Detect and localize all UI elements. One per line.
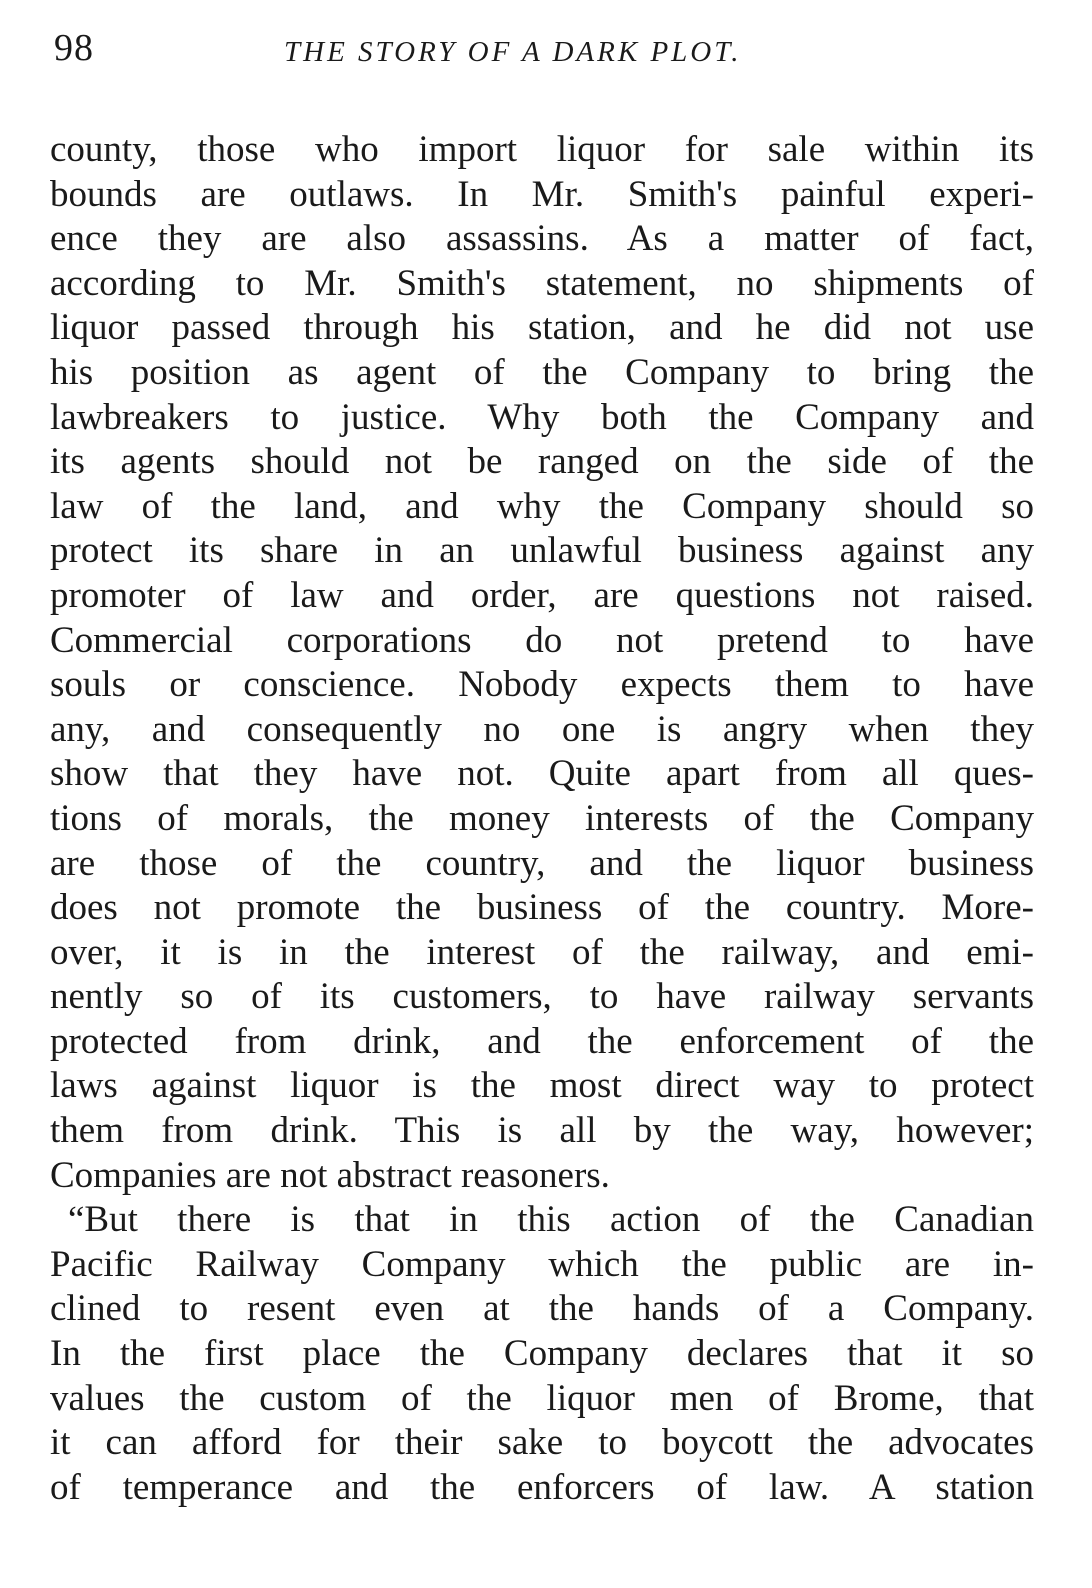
text-line: Commercial corporations do not pretend to have [50, 619, 1034, 661]
text-line: values the custom of the liquor men of Brome, that [50, 1377, 1034, 1419]
running-title: THE STORY OF A DARK PLOT. [284, 36, 742, 68]
text-line: them from drink. This is all by the way, however; [50, 1110, 1034, 1152]
text-line: Pacific Railway Company which the public are in- [50, 1243, 1034, 1285]
text-line: are those of the country, and the liquor business [50, 842, 1034, 884]
text-line: bounds are outlaws. In Mr. Smith's painful experi- [50, 173, 1034, 215]
text-line: according to Mr. Smith's statement, no shipments of [50, 262, 1034, 304]
text-line: its agents should not be ranged on the side of the [50, 441, 1034, 483]
text-line: clined to resent even at the hands of a Company. [50, 1288, 1034, 1330]
text-line: protected from drink, and the enforcement of the [50, 1020, 1034, 1062]
paragraph-start-line: “But there is that in this action of the Canadian [68, 1199, 1034, 1241]
text-line: county, those who import liquor for sale within its [50, 129, 1034, 170]
paragraph-end-line: Companies are not abstract reasoners. [50, 1154, 610, 1196]
text-line: promoter of law and order, are questions not raised. [50, 574, 1034, 616]
text-line: liquor passed through his station, and he did not use [50, 307, 1034, 349]
text-line: of temperance and the enforcers of law. A station [50, 1466, 1034, 1508]
text-line: tions of morals, the money interests of the Company [50, 797, 1034, 839]
text-line: over, it is in the interest of the railway, and emi- [50, 931, 1034, 973]
text-line: does not promote the business of the country. More- [50, 887, 1034, 929]
text-line: souls or conscience. Nobody expects them to have [50, 664, 1034, 706]
body-text [50, 128, 1034, 1510]
text-line: lawbreakers to justice. Why both the Company and [50, 396, 1034, 438]
text-line: nently so of its customers, to have railway servants [50, 976, 1034, 1018]
text-line: any, and consequently no one is angry when they [50, 708, 1034, 750]
text-line: protect its share in an unlawful business against any [50, 530, 1034, 572]
text-line: In the first place the Company declares that it so [50, 1333, 1034, 1375]
text-line: law of the land, and why the Company should so [50, 485, 1034, 527]
text-line: show that they have not. Quite apart from all ques- [50, 753, 1034, 795]
text-line: laws against liquor is the most direct way to protect [50, 1065, 1034, 1107]
text-line: his position as agent of the Company to bring the [50, 351, 1034, 393]
page-header [54, 26, 1044, 86]
page-number: 98 [54, 27, 94, 69]
text-line: ence they are also assassins. As a matter of fact, [50, 218, 1034, 260]
text-line: it can afford for their sake to boycott the advocates [50, 1422, 1034, 1464]
